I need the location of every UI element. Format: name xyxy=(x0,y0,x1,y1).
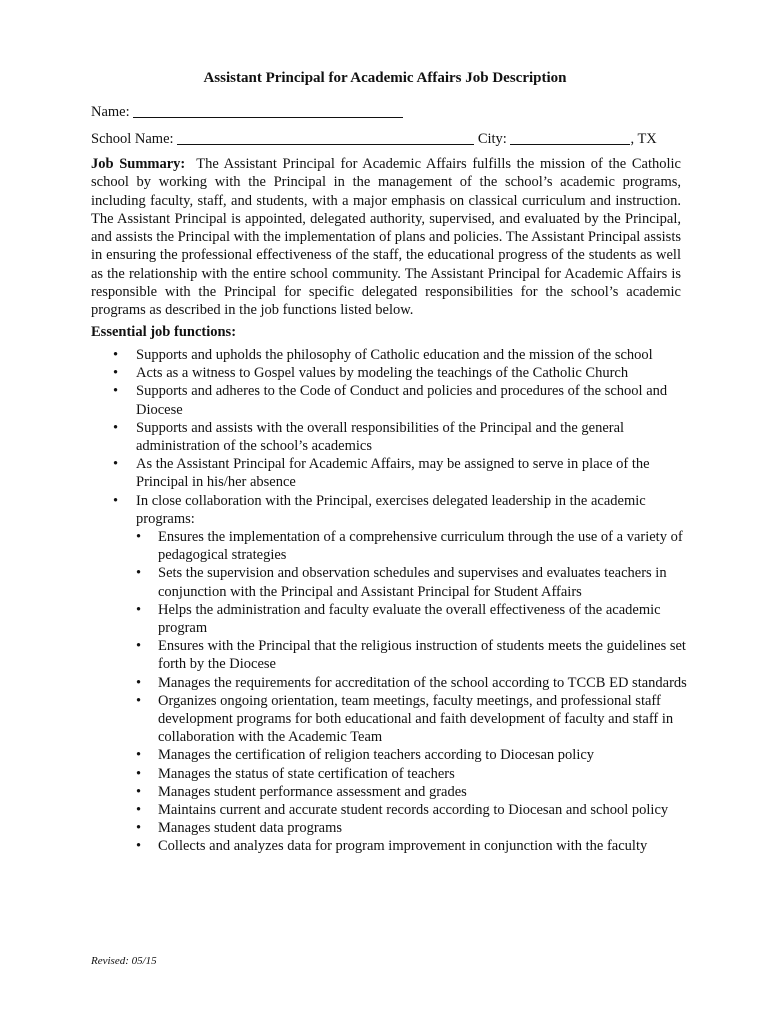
bullet-icon: • xyxy=(113,365,119,382)
list-item: • As the Assistant Principal for Academic Affairs, may be assigned to serve in place of the Principal in his/her absence xyxy=(113,456,650,491)
sub-functions-list xyxy=(136,528,698,856)
bullet-icon: • xyxy=(136,601,142,618)
sub-list-item: • Manages the status of state certification of teachers xyxy=(136,765,455,782)
bullet-icon: • xyxy=(136,838,142,855)
school-line xyxy=(91,130,657,148)
list-item: • Acts as a witness to Gospel values by modeling the teachings of the Catholic Church xyxy=(113,365,629,382)
job-summary-text: The Assistant Principal for Academic Affairs fulfills the mission of the Catholic school by working with the Principal in the management of the school’s academic programs, including faculty, staff, and students, with a major emphasis on classical curriculum and instruction. The Assistant Principal is appointed, delegated authority, supervised, and evaluated by the Principal, and assists the Principal with the implementation of plans and policies. The Assistant Principal assists in ensuring the professional effectiveness of the staff, the educational progress of the students as well as the relationship with the entire school community. The Assistant Principal for Academic Affairs is responsible with the Principal for specific delegated responsibilities for the school’s academic programs as described in the job functions listed below. xyxy=(91,156,681,319)
functions-heading: Essential job functions: xyxy=(91,324,237,340)
sub-list-item: • Manages the certification of religion teachers according to Diocesan policy xyxy=(136,747,595,764)
job-summary xyxy=(91,155,681,320)
sub-list-item: • Collects and analyzes data for program improvement in conjunction with the faculty xyxy=(136,838,648,855)
bullet-icon: • xyxy=(136,765,142,782)
list-item: • Supports and upholds the philosophy of Catholic education and the mission of the school xyxy=(113,347,653,363)
list-item: • Supports and assists with the overall responsibilities of the Principal and the general administration of the school’s academics xyxy=(113,419,625,455)
bullet-icon: • xyxy=(136,747,142,764)
bullet-icon: • xyxy=(113,383,119,400)
bullet-icon: • xyxy=(136,802,142,819)
sub-list-item: • Ensures with the Principal that the religious instruction of students meets the guidelines set forth by the Diocese xyxy=(136,638,686,673)
sub-list-item: • Helps the administration and faculty evaluate the overall effectiveness of the academic program xyxy=(136,601,661,637)
sub-list-item: • Ensures the implementation of a comprehensive curriculum through the use of a variety of pedagogical strategies xyxy=(136,529,683,564)
bullet-icon: • xyxy=(136,638,142,655)
city-label: City: xyxy=(477,131,507,147)
bullet-icon: • xyxy=(113,347,119,363)
bullet-icon: • xyxy=(113,456,119,473)
name-label: Name: xyxy=(91,104,130,120)
job-summary-label: Job Summary: xyxy=(91,156,186,172)
school-name-label: School Name: xyxy=(91,131,174,147)
bullet-icon: • xyxy=(136,783,142,800)
bullet-icon: • xyxy=(113,492,119,509)
name-field[interactable] xyxy=(133,103,403,118)
city-field[interactable] xyxy=(510,130,630,145)
sub-list-item: • Manages student data programs xyxy=(136,820,343,837)
functions-list xyxy=(113,346,698,856)
bullet-icon: • xyxy=(113,419,119,436)
revision-note: Revised: 05/15 xyxy=(91,955,157,967)
page-title: Assistant Principal for Academic Affairs Job Description xyxy=(203,70,567,86)
bullet-icon: • xyxy=(136,565,142,582)
name-line xyxy=(91,103,403,121)
sub-list-item: • Sets the supervision and observation schedules and supervises and evaluates teachers in conjunction with the Principal and Assistant Principal for Student Affairs xyxy=(136,565,667,600)
list-item: • In close collaboration with the Principal, exercises delegated leadership in the academic programs: • Ensures the implementation of a comprehensive curriculum through the use of a variety of pedagogical strategies • Sets the supervision and observation schedules and supervises and evaluates teachers in conjunction with the Principal and Assistant Principal for Student Affairs • Helps the administration and faculty evaluate the overall effectiveness of the academic program • Ensures with the Principal that the religious instruction of students meets the guidelines set forth by the Diocese • Manages the requirements for accreditation of the school according to TCCB ED standards • Organizes ongoing orientation, team meetings, faculty meetings, and professional staff development programs for both educational and faith development of faculty and staff in collaboration with the Academic Team • Manages the certification of religion teachers according to Diocesan policy • Manages the status of state certification of teachers • Manages student performance assessment and grades • Maintains current and accurate student records according to Diocesan and school policy • Manages student data programs • Collects and analyzes data for program improvement in conjunction with the faculty xyxy=(113,492,698,856)
sub-list-item: • Organizes ongoing orientation, team meetings, faculty meetings, and professional staff development programs for both educational and faith development of faculty and staff in collaboration with the Academic Team xyxy=(136,692,674,746)
list-item: • Supports and adheres to the Code of Conduct and policies and procedures of the school and Diocese xyxy=(113,383,668,418)
bullet-icon: • xyxy=(136,529,142,546)
state-text: , TX xyxy=(630,131,657,147)
sub-list-item: • Manages the requirements for accreditation of the school according to TCCB ED standards xyxy=(136,674,687,691)
bullet-icon: • xyxy=(136,692,142,709)
bullet-icon: • xyxy=(136,674,142,691)
sub-list-item: • Maintains current and accurate student records according to Diocesan and school policy xyxy=(136,802,669,819)
sub-list-item: • Manages student performance assessment and grades xyxy=(136,783,467,800)
school-name-field[interactable] xyxy=(177,130,474,145)
bullet-icon: • xyxy=(136,820,142,837)
